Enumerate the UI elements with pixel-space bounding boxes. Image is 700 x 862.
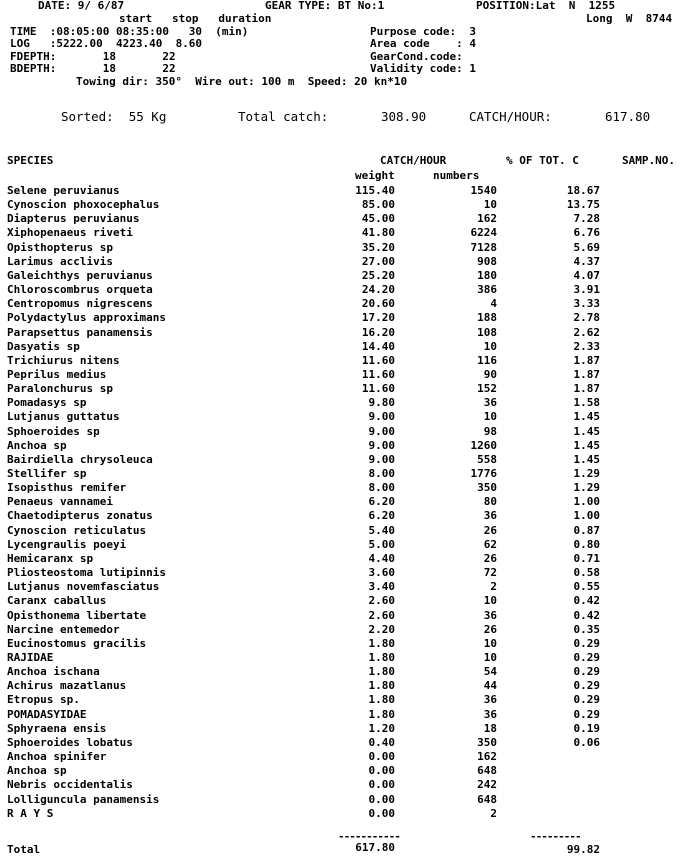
catch-numbers: 558 bbox=[477, 452, 497, 466]
percent-of-total: 1.29 bbox=[573, 481, 600, 495]
catch-weight: 8.00 bbox=[368, 467, 395, 480]
species-name: Isopisthus remifer bbox=[7, 481, 127, 495]
catch-weight: 20.60 bbox=[361, 297, 395, 311]
percent-of-total: 0.42 bbox=[573, 608, 600, 622]
catch-weight: 6.20 bbox=[368, 509, 395, 523]
catch-weight: 17.20 bbox=[361, 311, 395, 325]
table-row bbox=[0, 764, 700, 778]
catch-weight: 1.80 bbox=[368, 679, 395, 693]
total-percent-value: 99.82 bbox=[566, 843, 600, 856]
catch-numbers: 242 bbox=[477, 778, 497, 792]
catch-weight: 27.00 bbox=[361, 254, 395, 268]
catch-numbers: 1776 bbox=[470, 467, 497, 480]
percent-of-total: 1.45 bbox=[573, 438, 600, 452]
catch-numbers: 162 bbox=[477, 212, 497, 226]
catch-numbers: 36 bbox=[483, 608, 497, 622]
total-catch-value: 308.90 bbox=[381, 109, 427, 124]
catch-weight: 3.60 bbox=[368, 566, 395, 579]
catch-weight: 14.40 bbox=[361, 339, 395, 353]
percent-of-total: 1.45 bbox=[573, 410, 600, 424]
table-row bbox=[0, 311, 700, 325]
table-row bbox=[0, 778, 700, 792]
position-long-text: Long W 8744 bbox=[586, 12, 673, 25]
species-name: Selene peruvianus bbox=[7, 184, 120, 197]
table-row bbox=[0, 453, 700, 467]
catch-weight: 1.80 bbox=[368, 665, 395, 679]
table-row bbox=[0, 665, 700, 679]
species-name: Sphyraena ensis bbox=[7, 721, 107, 735]
table-row bbox=[0, 623, 700, 637]
percent-of-total: 4.07 bbox=[573, 268, 600, 282]
catch-numbers: 72 bbox=[483, 566, 497, 579]
catch-weight: 0.00 bbox=[368, 764, 395, 778]
catch-numbers: 2 bbox=[490, 806, 497, 820]
catch-weight: 0.40 bbox=[368, 735, 395, 749]
table-row bbox=[0, 651, 700, 665]
species-name: Cynoscion reticulatus bbox=[7, 523, 147, 537]
percent-of-total: 1.00 bbox=[573, 509, 600, 523]
catch-hour-label: CATCH/HOUR: bbox=[469, 109, 552, 124]
percent-of-total: 4.37 bbox=[573, 254, 600, 268]
percent-of-total: 6.76 bbox=[573, 226, 600, 240]
catch-numbers: 80 bbox=[483, 495, 497, 509]
table-row bbox=[0, 297, 700, 311]
catch-weight: 1.20 bbox=[368, 721, 395, 735]
percent-of-total: 0.87 bbox=[573, 523, 600, 537]
catch-weight: 4.40 bbox=[368, 551, 395, 565]
species-column-header: SPECIES bbox=[7, 154, 54, 167]
table-row bbox=[0, 538, 700, 552]
species-name: POMADASYIDAE bbox=[7, 707, 87, 721]
percent-of-total: 0.06 bbox=[573, 735, 600, 749]
catch-weight: 5.00 bbox=[368, 537, 395, 551]
table-row bbox=[0, 793, 700, 807]
species-name: Stellifer sp bbox=[7, 467, 87, 480]
catch-weight: 41.80 bbox=[361, 226, 395, 240]
table-row bbox=[0, 580, 700, 594]
fdepth-line: FDEPTH: 18 22 bbox=[10, 50, 176, 63]
percent-of-total: 0.80 bbox=[573, 537, 600, 551]
catch-weight: 0.00 bbox=[368, 806, 395, 820]
percent-total-rule: --------- bbox=[530, 830, 581, 843]
table-row bbox=[0, 566, 700, 580]
catch-numbers: 36 bbox=[483, 693, 497, 707]
percent-of-total: 1.58 bbox=[573, 396, 600, 410]
table-row bbox=[0, 241, 700, 255]
table-row bbox=[0, 425, 700, 439]
catch-numbers: 44 bbox=[483, 679, 497, 693]
time-line: TIME :08:05:00 08:35:00 30 (min) bbox=[10, 25, 249, 38]
catch-numbers: 180 bbox=[477, 268, 497, 282]
species-name: Etropus sp. bbox=[7, 693, 80, 707]
species-name: Diapterus peruvianus bbox=[7, 212, 140, 226]
log-line: LOG :5222.00 4223.40 8.60 bbox=[10, 37, 203, 50]
species-name: Lutjanus novemfasciatus bbox=[7, 580, 160, 594]
catch-weight: 16.20 bbox=[361, 325, 395, 339]
table-row bbox=[0, 354, 700, 368]
percent-of-total: 2.78 bbox=[573, 311, 600, 325]
table-row bbox=[0, 368, 700, 382]
percent-of-total: 0.29 bbox=[573, 636, 600, 650]
percent-of-total: 0.71 bbox=[573, 551, 600, 565]
species-name: RAJIDAE bbox=[7, 651, 54, 664]
species-name: Anchoa sp bbox=[7, 438, 67, 452]
species-name: Dasyatis sp bbox=[7, 339, 80, 353]
species-name: Anchoa ischana bbox=[7, 665, 100, 679]
catch-weight: 9.00 bbox=[368, 438, 395, 452]
catch-weight: 45.00 bbox=[361, 212, 395, 226]
catch-weight: 35.20 bbox=[361, 240, 395, 254]
catch-numbers: 36 bbox=[483, 707, 497, 721]
table-row bbox=[0, 722, 700, 736]
table-row bbox=[0, 552, 700, 566]
table-row bbox=[0, 807, 700, 821]
percent-of-total: 0.58 bbox=[573, 566, 600, 579]
catch-numbers: 90 bbox=[483, 368, 497, 381]
gearcond-code: GearCond.code: bbox=[370, 50, 463, 63]
catch-numbers: 10 bbox=[483, 636, 497, 650]
species-name: R A Y S bbox=[7, 806, 54, 820]
catch-numbers: 62 bbox=[483, 537, 497, 551]
species-name: Larimus acclivis bbox=[7, 254, 113, 268]
table-row bbox=[0, 679, 700, 693]
total-weight-value: 617.80 bbox=[355, 841, 395, 854]
species-name: Peprilus medius bbox=[7, 368, 107, 381]
percent-of-total: 7.28 bbox=[573, 212, 600, 226]
gear-type-text: GEAR TYPE: BT No:1 bbox=[265, 0, 385, 12]
catch-weight: 25.20 bbox=[361, 268, 395, 282]
total-catch-label: Total catch: bbox=[238, 109, 329, 124]
species-name: Caranx caballus bbox=[7, 594, 107, 608]
catch-numbers: 386 bbox=[477, 283, 497, 297]
species-name: Lolliguncula panamensis bbox=[7, 792, 160, 806]
catch-hour-value: 617.80 bbox=[605, 109, 651, 124]
percent-of-total: 2.62 bbox=[573, 325, 600, 339]
catch-numbers: 6224 bbox=[470, 226, 497, 240]
catch-numbers: 26 bbox=[483, 551, 497, 565]
catch-weight: 0.00 bbox=[368, 792, 395, 806]
table-row bbox=[0, 637, 700, 651]
percent-of-total: 1.87 bbox=[573, 368, 600, 381]
catch-numbers: 4 bbox=[490, 297, 497, 311]
area-code: Area code : 4 bbox=[370, 37, 476, 50]
total-label: Total bbox=[7, 843, 41, 856]
catch-numbers: 18 bbox=[483, 721, 497, 735]
percent-of-total: 1.45 bbox=[573, 424, 600, 438]
percent-of-total: 1.87 bbox=[573, 353, 600, 367]
percent-of-total: 0.29 bbox=[573, 693, 600, 707]
catch-numbers: 648 bbox=[477, 764, 497, 778]
percent-of-total: 1.00 bbox=[573, 495, 600, 509]
catch-numbers: 108 bbox=[477, 325, 497, 339]
catch-numbers: 10 bbox=[483, 594, 497, 608]
species-name: Centropomus nigrescens bbox=[7, 297, 153, 311]
species-name: Pliosteostoma lutipinnis bbox=[7, 566, 166, 579]
table-row bbox=[0, 382, 700, 396]
validity-code: Validity code: 1 bbox=[370, 62, 476, 75]
catch-weight: 0.00 bbox=[368, 778, 395, 792]
percent-of-total: 0.29 bbox=[573, 665, 600, 679]
percent-of-total: 13.75 bbox=[566, 198, 600, 212]
catch-numbers: 10 bbox=[483, 410, 497, 424]
catch-numbers: 10 bbox=[483, 651, 497, 664]
table-row bbox=[0, 269, 700, 283]
table-row bbox=[0, 708, 700, 722]
catch-weight: 115.40 bbox=[355, 184, 395, 197]
catch-weight: 9.80 bbox=[368, 396, 395, 410]
percent-of-total: 0.29 bbox=[573, 707, 600, 721]
catch-weight: 9.00 bbox=[368, 410, 395, 424]
species-name: Sphoeroides sp bbox=[7, 424, 100, 438]
percent-of-total: 1.87 bbox=[573, 382, 600, 396]
catch-weight: 11.60 bbox=[361, 368, 395, 381]
species-name: Chloroscombrus orqueta bbox=[7, 283, 153, 297]
catch-numbers: 1540 bbox=[470, 184, 497, 197]
species-name: Polydactylus approximans bbox=[7, 311, 166, 325]
catch-weight: 1.80 bbox=[368, 636, 395, 650]
catch-weight: 6.20 bbox=[368, 495, 395, 509]
table-row bbox=[0, 396, 700, 410]
species-name: Sphoeroides lobatus bbox=[7, 735, 133, 749]
percent-of-total: 1.45 bbox=[573, 452, 600, 466]
catch-numbers: 908 bbox=[477, 254, 497, 268]
table-row bbox=[0, 198, 700, 212]
catch-weight: 2.60 bbox=[368, 594, 395, 608]
catch-weight: 1.80 bbox=[368, 651, 395, 664]
table-row bbox=[0, 481, 700, 495]
table-row bbox=[0, 340, 700, 354]
catch-hour-column-header: CATCH/HOUR bbox=[380, 154, 447, 167]
species-name: Penaeus vannamei bbox=[7, 495, 113, 509]
table-row bbox=[0, 693, 700, 707]
species-name: Narcine entemedor bbox=[7, 622, 120, 636]
table-row bbox=[0, 524, 700, 538]
percent-of-total: 1.29 bbox=[573, 467, 600, 480]
catch-numbers: 7128 bbox=[470, 240, 497, 254]
percent-total-column-header: % OF TOT. C bbox=[506, 154, 579, 167]
catch-weight: 24.20 bbox=[361, 283, 395, 297]
percent-of-total: 2.33 bbox=[573, 339, 600, 353]
catch-weight: 5.40 bbox=[368, 523, 395, 537]
catch-weight: 1.80 bbox=[368, 693, 395, 707]
table-row bbox=[0, 184, 700, 198]
species-name: Anchoa spinifer bbox=[7, 750, 107, 763]
catch-numbers: 162 bbox=[477, 750, 497, 763]
catch-numbers: 98 bbox=[483, 424, 497, 438]
catch-numbers: 10 bbox=[483, 339, 497, 353]
catch-numbers: 648 bbox=[477, 792, 497, 806]
sample-number-column-header: SAMP.NO. bbox=[622, 154, 675, 167]
catch-numbers: 188 bbox=[477, 311, 497, 325]
table-row bbox=[0, 509, 700, 523]
table-row bbox=[0, 609, 700, 623]
catch-weight: 0.00 bbox=[368, 750, 395, 763]
position-lat-text: POSITION:Lat N 1255 bbox=[476, 0, 616, 12]
species-name: Galeichthys peruvianus bbox=[7, 268, 153, 282]
table-row bbox=[0, 226, 700, 240]
catch-weight: 11.60 bbox=[361, 353, 395, 367]
species-name: Pomadasys sp bbox=[7, 396, 87, 410]
catch-numbers: 152 bbox=[477, 382, 497, 396]
species-name: Lutjanus guttatus bbox=[7, 410, 120, 424]
catch-weight: 85.00 bbox=[361, 198, 395, 212]
catch-numbers: 116 bbox=[477, 353, 497, 367]
bdepth-line: BDEPTH: 18 22 bbox=[10, 62, 176, 75]
catch-numbers: 350 bbox=[477, 481, 497, 495]
percent-of-total: 0.35 bbox=[573, 622, 600, 636]
weight-subheader: weight bbox=[355, 169, 395, 182]
species-name: Bairdiella chrysoleuca bbox=[7, 452, 153, 466]
catch-weight: 9.00 bbox=[368, 424, 395, 438]
percent-of-total: 3.91 bbox=[573, 283, 600, 297]
catch-numbers: 1260 bbox=[470, 438, 497, 452]
catch-numbers: 350 bbox=[477, 735, 497, 749]
species-name: Paralonchurus sp bbox=[7, 382, 113, 396]
table-row bbox=[0, 283, 700, 297]
table-row bbox=[0, 439, 700, 453]
catch-numbers: 2 bbox=[490, 580, 497, 594]
percent-of-total: 5.69 bbox=[573, 240, 600, 254]
numbers-subheader: numbers bbox=[433, 169, 480, 182]
catch-numbers: 54 bbox=[483, 665, 497, 679]
species-name: Cynoscion phoxocephalus bbox=[7, 198, 160, 212]
time-column-header: start stop duration bbox=[119, 12, 272, 25]
species-name: Nebris occidentalis bbox=[7, 778, 133, 792]
weight-total-rule: ----------- bbox=[338, 830, 400, 843]
catch-weight: 11.60 bbox=[361, 382, 395, 396]
species-name: Trichiurus nitens bbox=[7, 353, 120, 367]
table-row bbox=[0, 255, 700, 269]
percent-of-total: 0.42 bbox=[573, 594, 600, 608]
table-row bbox=[0, 495, 700, 509]
towing-line: Towing dir: 350° Wire out: 100 m Speed: 20 kn*10 bbox=[76, 75, 408, 88]
species-name: Lycengraulis poeyi bbox=[7, 537, 127, 551]
catch-weight: 8.00 bbox=[368, 481, 395, 495]
catch-weight: 3.40 bbox=[368, 580, 395, 594]
table-row bbox=[0, 467, 700, 481]
sorted-text: Sorted: 55 Kg bbox=[61, 109, 167, 124]
table-row bbox=[0, 594, 700, 608]
species-name: Opisthopterus sp bbox=[7, 240, 113, 254]
table-row bbox=[0, 212, 700, 226]
percent-of-total: 0.29 bbox=[573, 651, 600, 664]
catch-numbers: 26 bbox=[483, 523, 497, 537]
percent-of-total: 0.29 bbox=[573, 679, 600, 693]
purpose-code: Purpose code: 3 bbox=[370, 25, 476, 38]
table-row bbox=[0, 410, 700, 424]
percent-of-total: 0.19 bbox=[573, 721, 600, 735]
percent-of-total: 3.33 bbox=[573, 297, 600, 311]
table-row bbox=[0, 750, 700, 764]
catch-weight: 2.60 bbox=[368, 608, 395, 622]
catch-weight: 1.80 bbox=[368, 707, 395, 721]
catch-numbers: 26 bbox=[483, 622, 497, 636]
catch-numbers: 36 bbox=[483, 509, 497, 523]
catch-numbers: 36 bbox=[483, 396, 497, 410]
species-name: Achirus mazatlanus bbox=[7, 679, 127, 693]
species-name: Hemicaranx sp bbox=[7, 551, 94, 565]
species-name: Parapsettus panamensis bbox=[7, 325, 153, 339]
species-name: Anchoa sp bbox=[7, 764, 67, 778]
table-row bbox=[0, 736, 700, 750]
percent-of-total: 18.67 bbox=[566, 184, 600, 197]
catch-numbers: 10 bbox=[483, 198, 497, 212]
catch-weight: 9.00 bbox=[368, 452, 395, 466]
species-name: Xiphopenaeus riveti bbox=[7, 226, 133, 240]
date-text: DATE: 9/ 6/87 bbox=[38, 0, 125, 12]
catch-weight: 2.20 bbox=[368, 622, 395, 636]
percent-of-total: 0.55 bbox=[573, 580, 600, 594]
table-row bbox=[0, 326, 700, 340]
species-name: Chaetodipterus zonatus bbox=[7, 509, 153, 523]
species-name: Opisthonema libertate bbox=[7, 608, 147, 622]
species-name: Eucinostomus gracilis bbox=[7, 636, 147, 650]
